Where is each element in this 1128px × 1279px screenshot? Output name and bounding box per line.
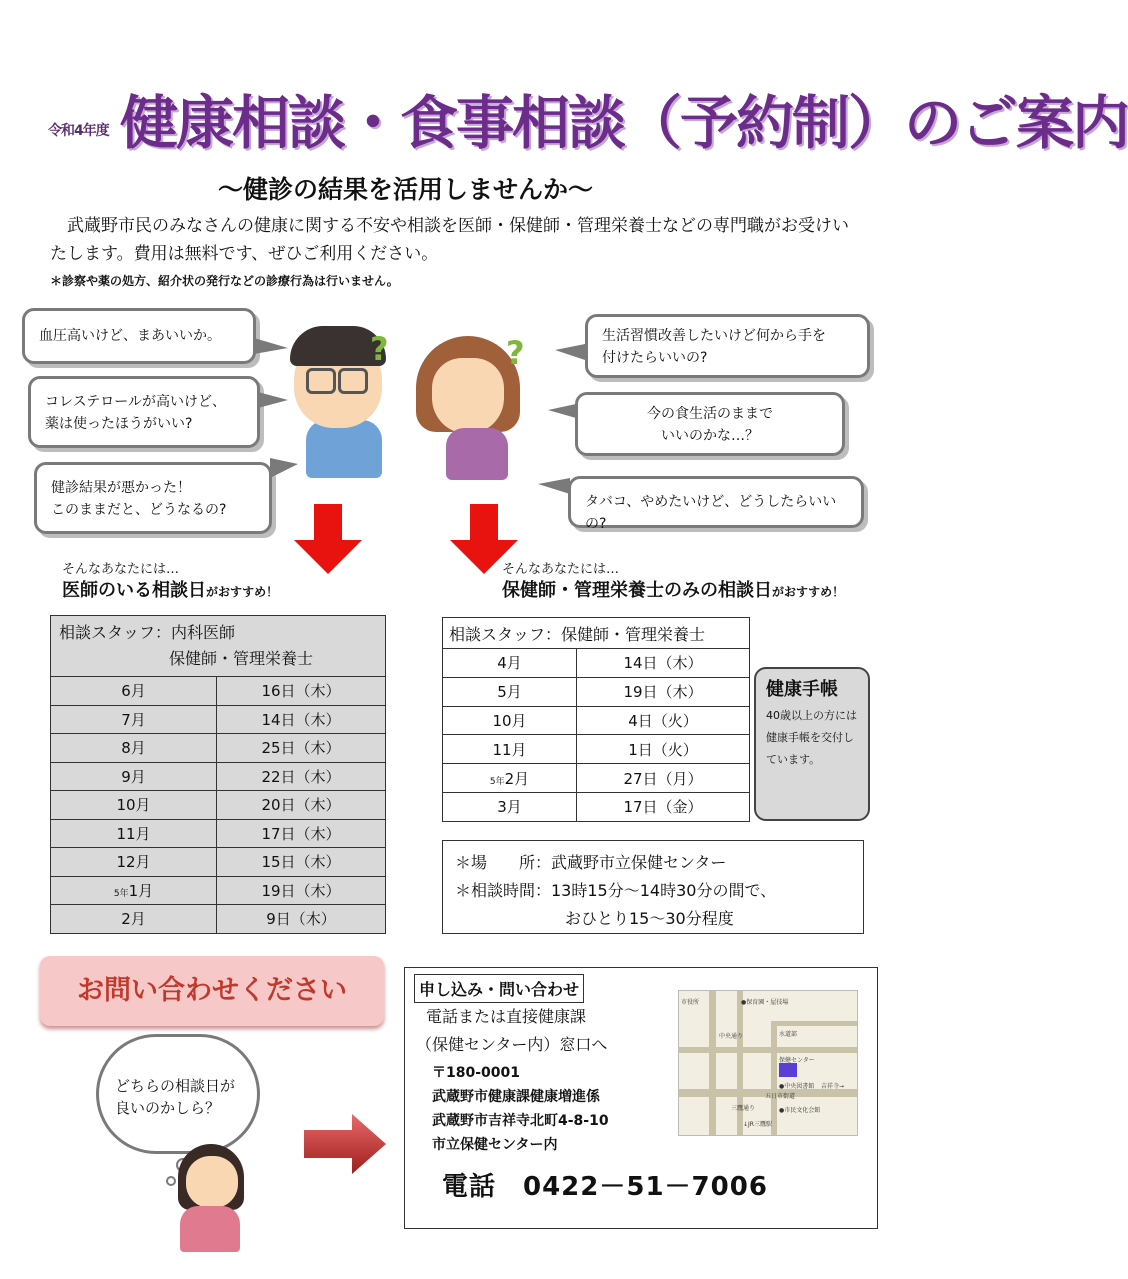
bubble-tail bbox=[548, 404, 576, 418]
table-row bbox=[51, 705, 386, 734]
postal-code: 〒180-0001 bbox=[432, 1065, 520, 1081]
building: 市立保健センター内 bbox=[432, 1137, 558, 1153]
month-cell bbox=[443, 735, 577, 764]
map-label: 中央通り bbox=[719, 1033, 744, 1040]
table-row bbox=[443, 649, 750, 678]
month-label: 5月 bbox=[497, 683, 522, 702]
recommend-nurse bbox=[502, 576, 844, 602]
table-row bbox=[51, 677, 386, 706]
bubble-diet bbox=[575, 392, 845, 456]
bubble-line: 健診結果が悪かった！ bbox=[51, 480, 191, 496]
era-prefix: 5年 bbox=[489, 776, 505, 787]
bubble-line: タバコ、やめたいけど、どうしたらいいの? bbox=[585, 494, 837, 532]
table-row bbox=[51, 819, 386, 848]
table-header: 相談スタッフ：保健師・管理栄養士 bbox=[443, 618, 750, 649]
bubble-line: 血圧高いけど、まあいいか。 bbox=[39, 328, 221, 344]
date-cell: 16日（木） bbox=[217, 677, 386, 706]
era-label: 令和4年度 bbox=[48, 123, 109, 139]
health-notebook-title: 健康手帳 bbox=[766, 679, 838, 700]
date-cell: 22日（木） bbox=[217, 762, 386, 791]
month-label: 11月 bbox=[116, 824, 151, 843]
bubble-line: 付けたらいいの? bbox=[602, 350, 708, 366]
recommend-suffix: がおすすめ！ bbox=[206, 585, 279, 599]
bubble-tail bbox=[555, 344, 585, 360]
doctor-schedule-table bbox=[50, 615, 386, 934]
month-label: 3月 bbox=[497, 798, 522, 817]
date-cell: 14日（木） bbox=[577, 649, 750, 678]
table-row bbox=[51, 905, 386, 934]
bubble-line: 生活習慣改善したいけど何から手を bbox=[602, 328, 826, 344]
contact-line2: （保健センター内）窓口へ bbox=[416, 1035, 608, 1054]
girl-body bbox=[180, 1206, 240, 1252]
date-cell: 15日（木） bbox=[217, 848, 386, 877]
table-header-row bbox=[443, 618, 750, 649]
health-center-marker bbox=[779, 1063, 797, 1077]
bubble-line: 今の食生活のままで bbox=[647, 406, 773, 422]
intro-text: 武蔵野市民のみなさんの健康に関する不安や相談を医師・保健師・管理栄養士などの専門職がお受けいたします。費用は無料です、ぜひご利用ください。 bbox=[50, 216, 849, 264]
recommend-doctor bbox=[62, 576, 278, 602]
table-header-line: 相談スタッフ：内科医師 bbox=[59, 623, 236, 642]
month-label: 6月 bbox=[121, 682, 146, 701]
date-cell: 9日（木） bbox=[217, 905, 386, 934]
table-row bbox=[443, 792, 750, 821]
recommend-main: 保健師・管理栄養士のみの相談日 bbox=[502, 580, 772, 601]
bubble-blood-pressure bbox=[22, 308, 256, 364]
map-label: ●中央図書館 bbox=[779, 1083, 815, 1090]
table-row bbox=[51, 848, 386, 877]
department: 武蔵野市健康課健康増進係 bbox=[432, 1089, 600, 1105]
table-row bbox=[51, 876, 386, 905]
date-cell: 19日（木） bbox=[217, 876, 386, 905]
thought-line: どちらの相談日が bbox=[115, 1077, 236, 1095]
month-label: 12月 bbox=[116, 853, 151, 872]
month-cell bbox=[443, 649, 577, 678]
bubble-tail bbox=[270, 458, 298, 478]
map-label: 五日市街道 bbox=[765, 1093, 796, 1100]
health-notebook-box bbox=[754, 667, 870, 821]
month-cell bbox=[51, 819, 217, 848]
table-row bbox=[443, 735, 750, 764]
month-label: 10月 bbox=[492, 711, 527, 730]
thought-line: 良いのかしら？ bbox=[115, 1099, 221, 1117]
date-cell: 20日（木） bbox=[217, 791, 386, 820]
month-label: 10月 bbox=[116, 796, 151, 815]
map-label: 三鷹通り bbox=[731, 1105, 756, 1112]
bubble-line: いいのかな…？ bbox=[661, 428, 759, 444]
map-label: ●市民文化会館 bbox=[779, 1107, 821, 1114]
venue-place: ＊場 所：武蔵野市立保健センター bbox=[455, 853, 727, 872]
woman-body bbox=[446, 428, 508, 480]
month-cell bbox=[443, 792, 577, 821]
nurse-schedule-table bbox=[442, 617, 750, 822]
date-cell: 1日（火） bbox=[577, 735, 750, 764]
girl-illustration bbox=[186, 1156, 238, 1208]
bubble-cholesterol bbox=[28, 376, 260, 448]
bubble-tail bbox=[254, 338, 288, 354]
recommend-suffix: がおすすめ！ bbox=[772, 585, 845, 599]
date-cell: 17日（金） bbox=[577, 792, 750, 821]
date-cell: 25日（木） bbox=[217, 734, 386, 763]
disclaimer-note: ＊診察や薬の処方、紹介状の発行などの診療行為は行いません。 bbox=[50, 274, 399, 288]
recommend-lead-left: そんなあなたには… bbox=[62, 562, 180, 577]
table-row bbox=[443, 764, 750, 793]
recommend-lead-right: そんなあなたには… bbox=[502, 562, 620, 577]
date-cell: 27日（月） bbox=[577, 764, 750, 793]
man-illustration bbox=[306, 420, 382, 478]
map-label: 市役所 bbox=[681, 999, 700, 1006]
table-header bbox=[51, 616, 386, 677]
date-cell: 17日（木） bbox=[217, 819, 386, 848]
month-cell bbox=[443, 764, 577, 793]
table-header-line: 保健師・管理栄養士 bbox=[169, 649, 314, 668]
location-map bbox=[678, 990, 858, 1136]
inquiry-banner: お問い合わせください bbox=[40, 956, 384, 1026]
question-mark-icon: ? bbox=[370, 330, 389, 368]
month-cell bbox=[443, 677, 577, 706]
bubble-smoking bbox=[568, 476, 864, 532]
bubble-line: このままだと、どうなるの? bbox=[51, 502, 227, 518]
glasses-icon bbox=[306, 368, 336, 394]
map-label: ↓JR三鷹駅 bbox=[743, 1121, 772, 1128]
thought-dot bbox=[166, 1176, 176, 1186]
month-cell bbox=[51, 848, 217, 877]
map-label: 水道部 bbox=[779, 1031, 798, 1038]
era-prefix: 5年 bbox=[113, 888, 129, 899]
month-cell bbox=[51, 734, 217, 763]
bubble-line: コレステロールが高いけど、 bbox=[45, 394, 227, 410]
contact-heading: 申し込み・問い合わせ bbox=[414, 974, 584, 1003]
contact-line1: 電話または直接健康課 bbox=[426, 1007, 587, 1026]
date-cell: 4日（火） bbox=[577, 706, 750, 735]
woman-illustration bbox=[432, 358, 504, 434]
address: 武蔵野市吉祥寺北町4-8-10 bbox=[432, 1113, 609, 1129]
month-label: 11月 bbox=[492, 740, 527, 759]
glasses-icon bbox=[338, 368, 368, 394]
question-mark-icon: ? bbox=[506, 334, 525, 372]
page-title: 健康相談・食事相談（予約制）のご案内 bbox=[120, 89, 1128, 157]
right-arrow-icon bbox=[304, 1114, 388, 1174]
month-label: 1月 bbox=[128, 881, 154, 900]
month-label: 2月 bbox=[504, 769, 530, 788]
month-cell bbox=[51, 876, 217, 905]
bubble-line: 薬は使ったほうがいい? bbox=[45, 416, 193, 432]
venue-time: ＊相談時間：13時15分～14時30分の間で、 bbox=[455, 881, 777, 900]
health-notebook-text: 40歳以上の方には健康手帳を交付しています。 bbox=[766, 709, 857, 766]
recommend-main: 医師のいる相談日 bbox=[62, 580, 206, 601]
month-cell bbox=[51, 905, 217, 934]
month-label: 7月 bbox=[121, 710, 146, 729]
month-label: 4月 bbox=[497, 654, 522, 673]
month-cell bbox=[51, 705, 217, 734]
month-cell bbox=[51, 791, 217, 820]
month-label: 8月 bbox=[121, 739, 146, 758]
month-cell bbox=[443, 706, 577, 735]
date-cell: 19日（木） bbox=[577, 677, 750, 706]
phone-number[interactable]: 電話 0422－51－7006 bbox=[442, 1172, 768, 1202]
venue-info-box bbox=[442, 840, 864, 934]
table-header-row bbox=[51, 616, 386, 677]
bubble-lifestyle bbox=[585, 314, 870, 378]
month-label: 9月 bbox=[121, 767, 146, 786]
subtitle: ～健診の結果を活用しませんか～ bbox=[218, 175, 594, 204]
bubble-tail bbox=[538, 478, 570, 494]
table-row bbox=[51, 762, 386, 791]
venue-time-detail: おひとり15～30分程度 bbox=[565, 909, 734, 928]
table-row bbox=[443, 706, 750, 735]
table-row bbox=[443, 677, 750, 706]
month-cell bbox=[51, 677, 217, 706]
date-cell: 14日（木） bbox=[217, 705, 386, 734]
bubble-checkup-result bbox=[34, 462, 272, 534]
map-label: 吉祥寺→ bbox=[821, 1083, 845, 1090]
map-label: ●保育園・屋技場 bbox=[741, 999, 789, 1006]
table-row bbox=[51, 734, 386, 763]
month-label: 2月 bbox=[121, 910, 146, 929]
bubble-tail bbox=[258, 392, 288, 408]
thought-cloud bbox=[96, 1034, 260, 1154]
month-cell bbox=[51, 762, 217, 791]
map-label: 保健センター bbox=[779, 1057, 815, 1064]
table-row bbox=[51, 791, 386, 820]
